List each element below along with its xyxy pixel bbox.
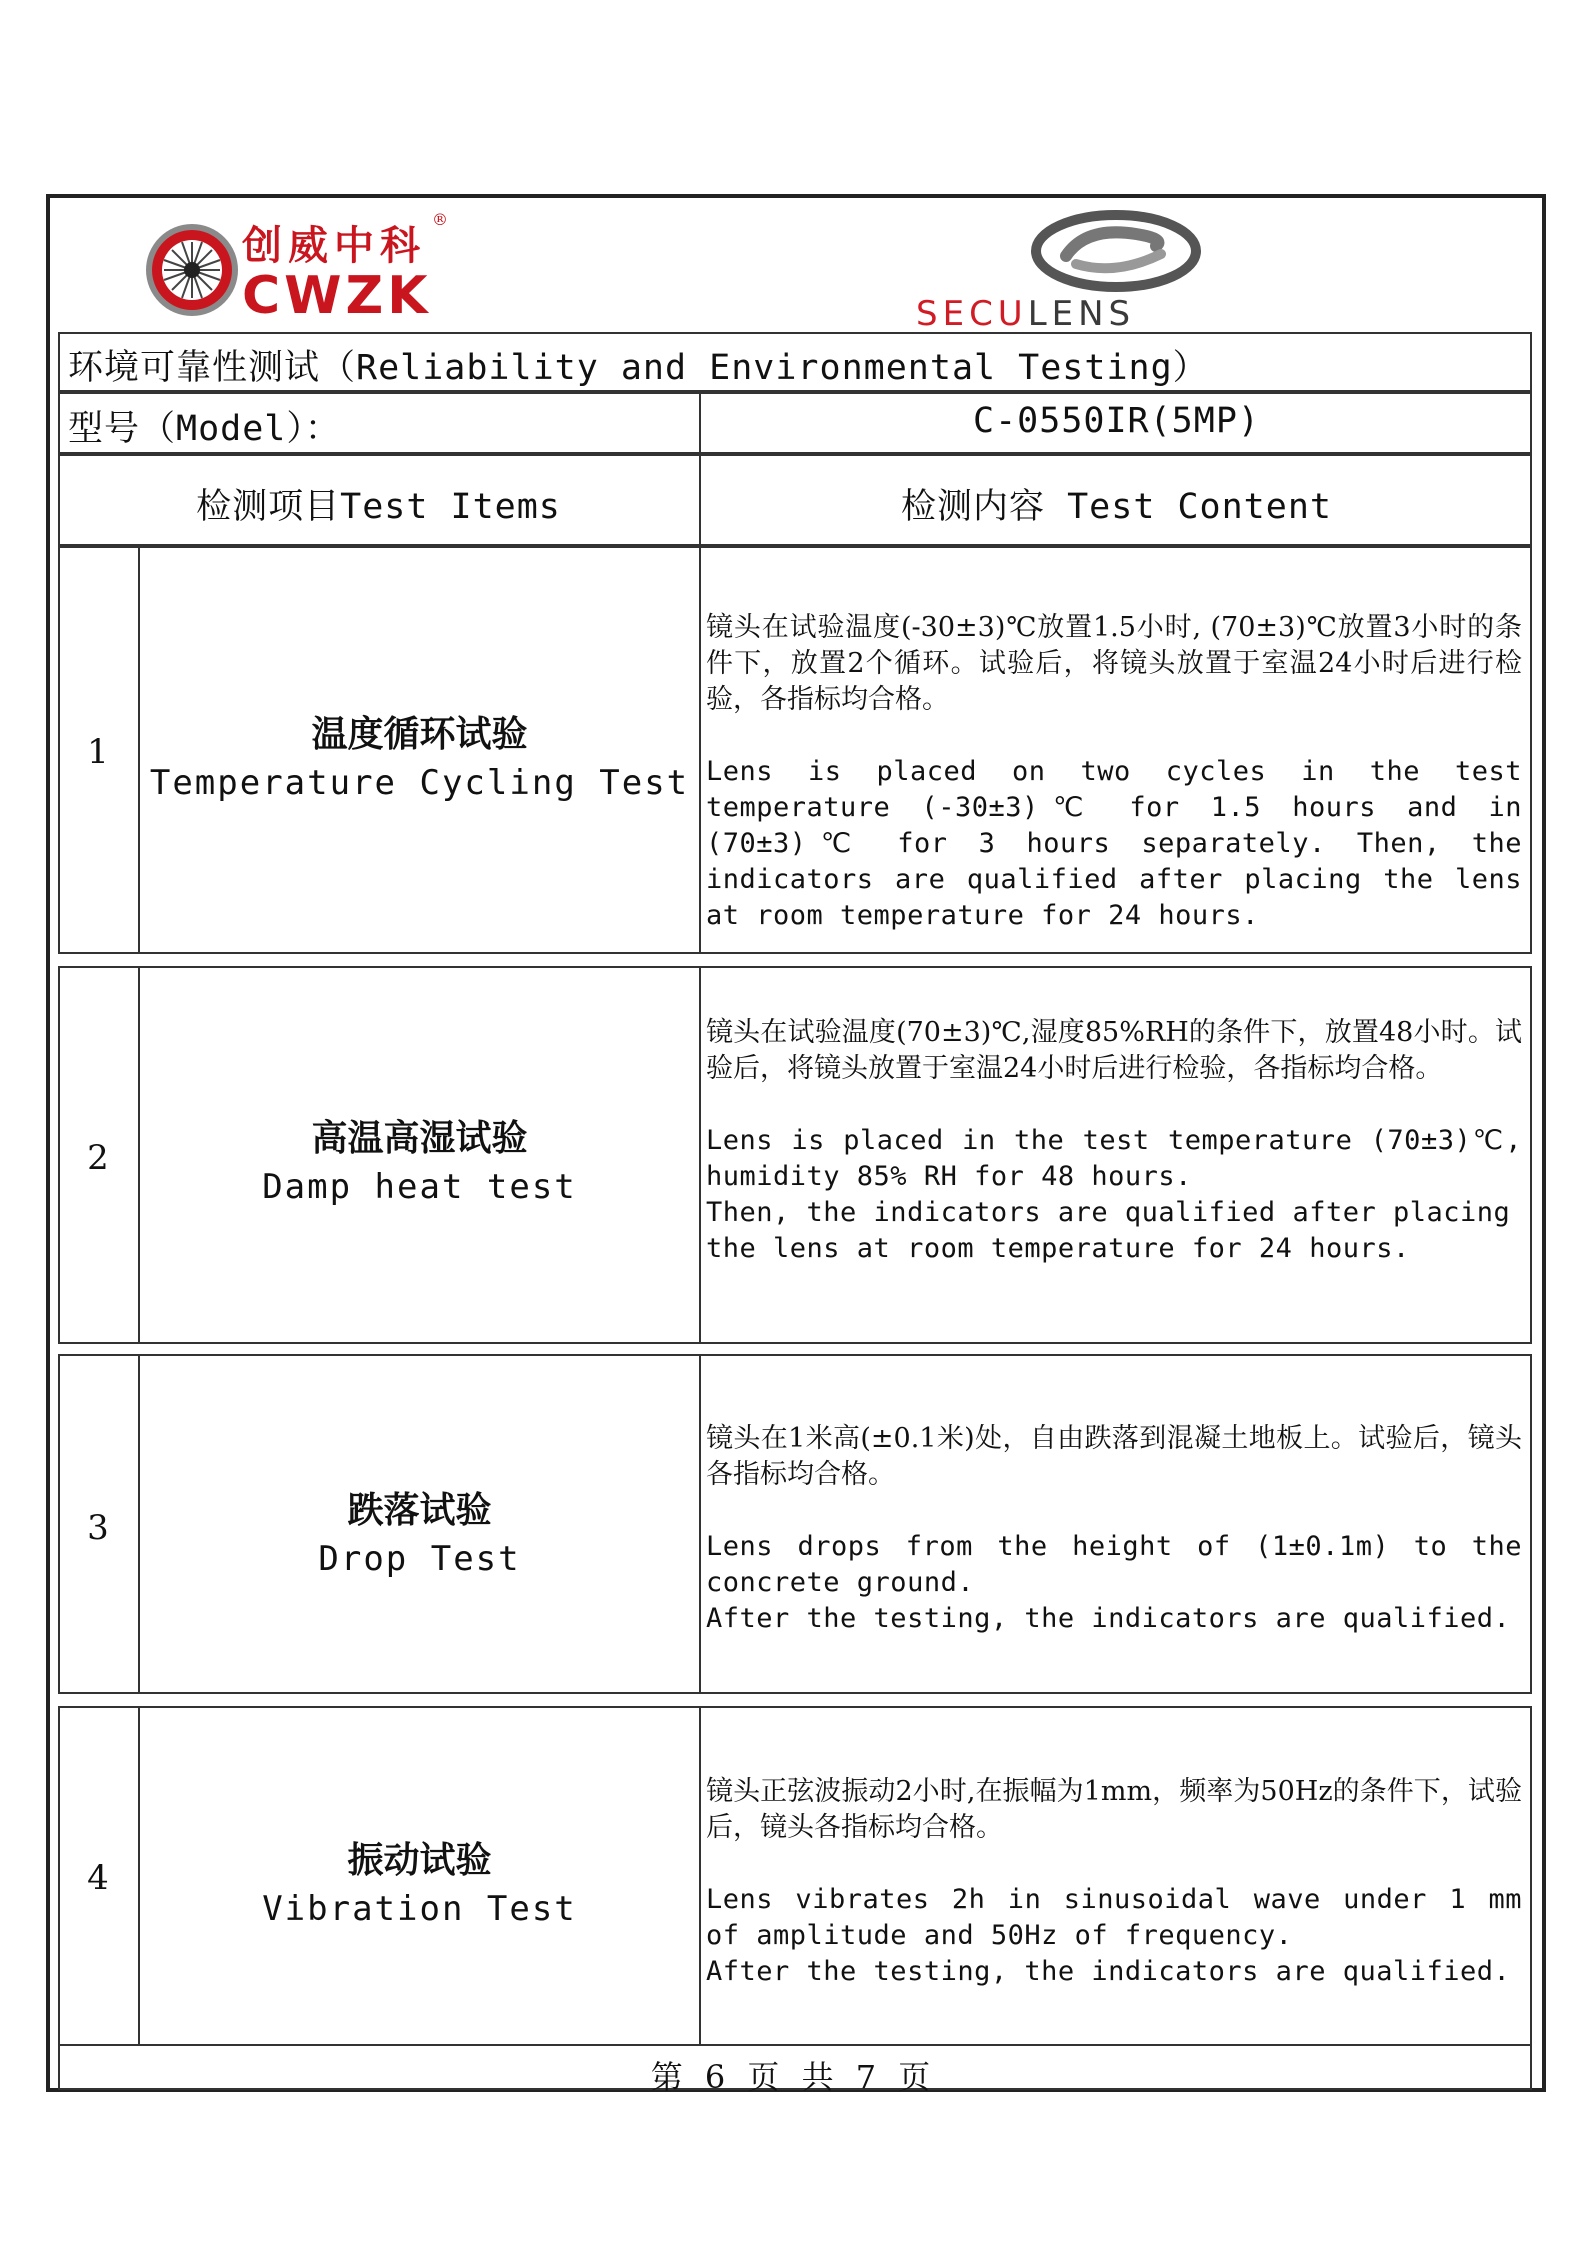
seculens-swoosh-icon	[1026, 206, 1206, 296]
test-name-cn: 高温高湿试验	[311, 1117, 528, 1159]
test-content-en-2: After the testing, the indicators are qualified.	[706, 1956, 1511, 1987]
test-row-1-divider-b	[699, 546, 701, 954]
test-number: 3	[87, 1508, 109, 1548]
test-content	[706, 610, 1522, 934]
page-title: 环境可靠性测试（Reliability and Environmental Testing）	[68, 348, 1209, 388]
test-content-en: Lens is placed on two cycles in the test temperature (-30±3)℃ for 1.5 hours and in (70±3)℃ for 3 hours separately. Then, the indicators are qualified after placing the lens at room temperature for 24 hours.	[706, 756, 1522, 931]
test-name-en: Vibration Test	[262, 1889, 577, 1929]
test-number: 1	[87, 732, 109, 772]
model-value: C-0550IR(5MP)	[973, 401, 1260, 441]
cwzk-turbine-icon	[142, 220, 242, 320]
test-name-cn: 温度循环试验	[311, 713, 528, 755]
seculens-wordmark: SECULENS	[916, 294, 1136, 334]
test-content-en: Lens drops from the height of (1±0.1m) to the concrete ground.	[706, 1531, 1522, 1598]
test-content-cn: 镜头在试验温度(70±3)℃,湿度85%RH的条件下，放置48小时。试验后，将镜头放置于室温24小时后进行检验，各指标均合格。	[706, 1017, 1522, 1084]
test-name-cn: 跌落试验	[347, 1489, 492, 1531]
page-number: 第 6 页 共 7 页	[650, 2058, 937, 2096]
test-name-cn: 振动试验	[347, 1839, 492, 1881]
test-name	[140, 1110, 699, 1207]
test-name	[140, 1482, 699, 1579]
test-content-en-2: Then, the indicators are qualified after placing the lens at room temperature for 24 hours.	[706, 1197, 1511, 1264]
cwzk-logo	[142, 210, 448, 326]
test-name-en: Damp heat test	[262, 1167, 577, 1207]
test-content	[706, 1015, 1522, 1267]
test-content-cn: 镜头在试验温度(-30±3)℃放置1.5小时, (70±3)℃放置3小时的条件下，放置2个循环。试验后，将镜头放置于室温24小时后进行检验，各指标均合格。	[706, 612, 1522, 715]
test-content-en-2: After the testing, the indicators are qualified.	[706, 1603, 1511, 1634]
test-name-en: Drop Test	[318, 1539, 521, 1579]
test-content-cn: 镜头正弦波振动2小时,在振幅为1mm，频率为50Hz的条件下，试验后，镜头各指标均合格。	[706, 1776, 1522, 1843]
test-name-en: Temperature Cycling Test	[149, 763, 690, 803]
test-row-3-divider-b	[699, 1354, 701, 1694]
col-test-content: 检测内容 Test Content	[901, 487, 1332, 527]
test-content	[706, 1774, 1522, 1990]
test-name	[140, 1832, 699, 1929]
registered-mark: ®	[432, 210, 448, 229]
test-number: 2	[87, 1138, 109, 1178]
test-name	[140, 706, 699, 803]
test-content-cn: 镜头在1米高(±0.1米)处，自由跌落到混凝土地板上。试验后，镜头各指标均合格。	[706, 1423, 1522, 1490]
test-content-en: Lens vibrates 2h in sinusoidal wave under 1 mm of amplitude and 50Hz of frequency.	[706, 1884, 1522, 1951]
test-content	[706, 1421, 1522, 1637]
seculens-logo	[916, 206, 1296, 332]
test-number: 4	[87, 1858, 109, 1898]
test-content-en: Lens is placed in the test temperature (70±3)℃, humidity 85% RH for 48 hours.	[706, 1125, 1522, 1192]
cwzk-logo-en: CWZK	[242, 266, 432, 326]
test-row-2-divider-b	[699, 966, 701, 1344]
model-label: 型号（Model）：	[68, 409, 341, 449]
col-test-items: 检测项目Test Items	[196, 487, 561, 527]
test-row-4-divider-b	[699, 1706, 701, 2046]
cwzk-logo-cn: 创威中科	[242, 222, 426, 269]
